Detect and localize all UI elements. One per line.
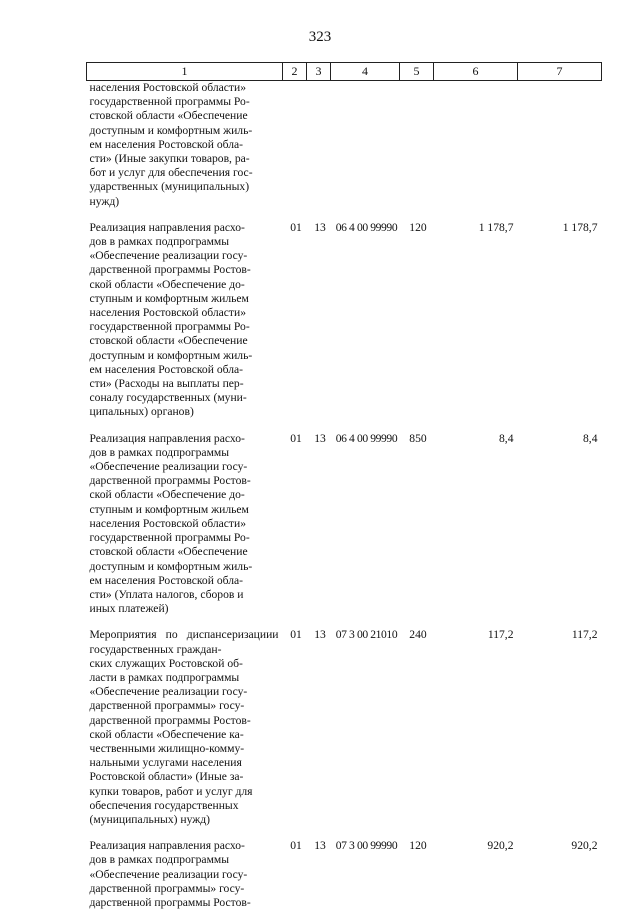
row-description: Реализация направления расхо- дов в рамках подпрограммы «Обеспечение реализации госу- дарственной программы» госу- дарственной программы Ростов- xyxy=(89,839,251,909)
table-row xyxy=(87,827,602,910)
row-amount-2: 117,2 xyxy=(571,628,598,642)
row-description: Мероприятия по диспансеризациии государственных граждан- ских служащих Ростовской об- ласти в рамках подпрограммы «Обеспечение реализации госу- дарственной программы» госу- дарственной программы Ростов- ской области «Обеспечение ка- чественными жилищно-комму- нальными услугами населения Ростовской области» (Иные за- купки товаров, работ и услуг для обеспечения государственных (муниципальных) нужд) xyxy=(89,628,279,826)
row-section xyxy=(283,81,307,209)
row-amount-2: 920,2 xyxy=(571,839,598,853)
row-amount-1: 117,2 xyxy=(487,628,514,642)
row-section: 01 xyxy=(290,431,302,445)
header-col-6: 6 xyxy=(434,63,518,81)
budget-table xyxy=(86,62,602,910)
row-target-code: 07 3 00 21010 xyxy=(335,628,398,642)
row-section: 01 xyxy=(290,220,302,234)
row-target-code xyxy=(331,81,400,209)
row-section: 01 xyxy=(290,628,302,642)
header-col-4: 4 xyxy=(331,63,400,81)
table-row xyxy=(87,209,602,420)
row-amount-1 xyxy=(434,81,518,209)
table-row xyxy=(87,81,602,209)
table-header xyxy=(87,63,602,81)
row-description: населения Ростовской области» государственной программы Ро- стовской области «Обеспечение доступным и комфортным жиль- ем населения Ростовской обла- сти» (Иные закупки товаров, ра- бот и услуг для обеспечения гос- ударственных (муниципальных) нужд) xyxy=(89,81,253,208)
row-subsection: 13 xyxy=(314,839,326,853)
row-subsection: 13 xyxy=(314,628,326,642)
header-col-2: 2 xyxy=(283,63,307,81)
row-amount-1: 920,2 xyxy=(487,839,514,853)
row-amount-1: 1 178,7 xyxy=(478,220,514,234)
header-col-5: 5 xyxy=(400,63,434,81)
row-amount-2 xyxy=(518,81,602,209)
page-number: 323 xyxy=(308,29,332,45)
row-subsection: 13 xyxy=(314,220,326,234)
row-amount-2: 1 178,7 xyxy=(562,220,598,234)
header-col-7: 7 xyxy=(518,63,602,81)
row-section: 01 xyxy=(290,839,302,853)
table-row xyxy=(87,420,602,617)
row-expense-type: 120 xyxy=(409,220,427,234)
row-subsection: 13 xyxy=(314,431,326,445)
row-amount-2: 8,4 xyxy=(583,431,598,445)
row-expense-type: 850 xyxy=(409,431,427,445)
row-description: Реализация направления расхо- дов в рамках подпрограммы «Обеспечение реализации госу- дарственной программы Ростов- ской области «Обеспечение до- ступным и комфортным жильем населения Ростовской области» государственной программы Ро- стовской области «Обеспечение доступным и комфортным жиль- ем населения Ростовской обла- сти» (Уплата налогов, сборов и иных платежей) xyxy=(89,431,253,616)
row-amount-1: 8,4 xyxy=(499,431,514,445)
header-col-1: 1 xyxy=(87,63,283,81)
table-row xyxy=(87,616,602,827)
row-description: Реализация направления расхо- дов в рамках подпрограммы «Обеспечение реализации госу- дарственной программы Ростов- ской области «Обеспечение до- ступным и комфортным жильем населения Ростовской области» государственной программы Ро- стовской области «Обеспечение доступным и комфортным жиль- ем населения Ростовской обла- сти» (Расходы на выплаты пер- соналу государственных (муни- ципальных) органов) xyxy=(89,220,253,419)
row-target-code: 06 4 00 99990 xyxy=(335,431,398,445)
header-col-3: 3 xyxy=(307,63,331,81)
row-target-code: 06 4 00 99990 xyxy=(335,220,398,234)
row-target-code: 07 3 00 99990 xyxy=(335,839,398,853)
row-expense-type xyxy=(400,81,434,209)
row-subsection xyxy=(307,81,331,209)
row-expense-type: 120 xyxy=(409,839,427,853)
row-expense-type: 240 xyxy=(409,628,427,642)
